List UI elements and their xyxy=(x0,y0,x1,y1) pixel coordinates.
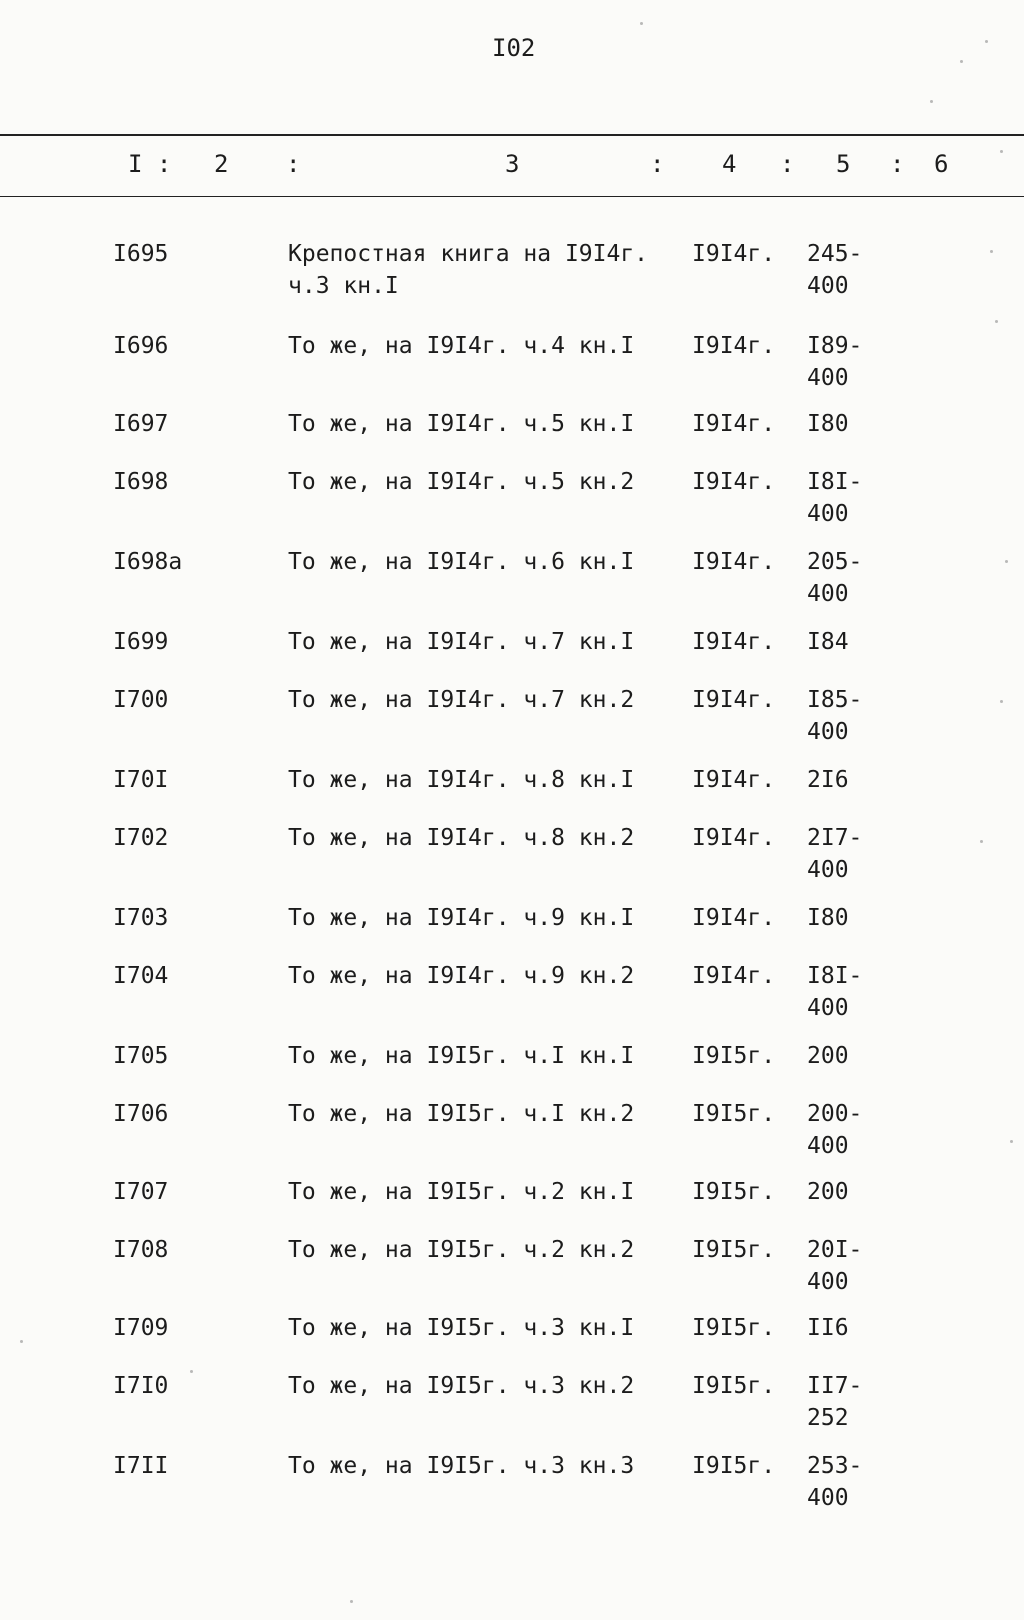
item-date: I9I4г. xyxy=(692,825,776,851)
item-number: I709 xyxy=(113,1315,169,1341)
header-col-2: 2 xyxy=(214,150,229,178)
item-title-line-1: То же, на I9I5г. ч.2 кн.I xyxy=(288,1179,635,1205)
item-title xyxy=(288,466,634,498)
item-number: I695 xyxy=(113,241,169,267)
item-sheets-line-1: I80 xyxy=(807,411,849,437)
item-date: I9I4г. xyxy=(692,411,776,437)
item-sheets-line-2: 400 xyxy=(807,273,849,299)
page-number: I02 xyxy=(492,34,536,62)
item-sheets-line-2: 400 xyxy=(807,1269,849,1295)
item-title-line-1: То же, на I9I4г. ч.8 кн.I xyxy=(288,767,635,793)
item-date: I9I4г. xyxy=(692,333,776,359)
item-sheets xyxy=(807,822,862,886)
item-title-line-1: То же, на I9I5г. ч.I кн.2 xyxy=(288,1101,635,1127)
item-title-line-1: То же, на I9I4г. ч.5 кн.2 xyxy=(288,469,635,495)
item-sheets-line-1: 200 xyxy=(807,1043,849,1069)
item-sheets xyxy=(807,626,849,658)
item-date: I9I4г. xyxy=(692,629,776,655)
scan-speck xyxy=(930,100,933,103)
item-title-line-1: То же, на I9I5г. ч.3 кн.2 xyxy=(288,1373,635,1399)
item-sheets-line-2: 252 xyxy=(807,1405,849,1431)
item-sheets xyxy=(807,330,862,394)
item-date: I9I5г. xyxy=(692,1043,776,1069)
scan-speck xyxy=(20,1340,23,1343)
item-title xyxy=(288,1098,634,1130)
item-title-line-1: То же, на I9I4г. ч.5 кн.I xyxy=(288,411,635,437)
item-title-line-1: То же, на I9I4г. ч.9 кн.I xyxy=(288,905,635,931)
item-number: I699 xyxy=(113,629,169,655)
item-date: I9I4г. xyxy=(692,241,776,267)
item-number: I7I0 xyxy=(113,1373,169,1399)
item-sheets xyxy=(807,466,862,530)
scan-speck xyxy=(995,320,998,323)
scan-speck xyxy=(1010,1140,1013,1143)
item-number: I696 xyxy=(113,333,169,359)
item-number: I706 xyxy=(113,1101,169,1127)
item-sheets-line-2: 400 xyxy=(807,1485,849,1511)
item-number: I700 xyxy=(113,687,169,713)
item-title-line-1: То же, на I9I4г. ч.6 кн.I xyxy=(288,549,635,575)
item-title-line-1: Крепостная книга на I9I4г. xyxy=(288,241,649,267)
item-title xyxy=(288,764,634,796)
item-date: I9I5г. xyxy=(692,1101,776,1127)
item-sheets-line-2: 400 xyxy=(807,719,849,745)
header-col-3: 3 xyxy=(505,150,520,178)
item-sheets-line-2: 400 xyxy=(807,857,849,883)
item-sheets-line-2: 400 xyxy=(807,501,849,527)
item-title xyxy=(288,902,634,934)
item-number: I707 xyxy=(113,1179,169,1205)
item-sheets-line-1: I89- xyxy=(807,333,863,359)
item-sheets-line-1: 205- xyxy=(807,549,863,575)
item-number: I7II xyxy=(113,1453,169,1479)
item-date: I9I4г. xyxy=(692,905,776,931)
item-sheets xyxy=(807,764,849,796)
item-date: I9I4г. xyxy=(692,767,776,793)
item-sheets-line-1: II7- xyxy=(807,1373,863,1399)
item-sheets-line-1: I85- xyxy=(807,687,863,713)
item-number: I698а xyxy=(113,549,183,575)
header-separator: : xyxy=(650,150,665,178)
item-title-line-1: То же, на I9I4г. ч.4 кн.I xyxy=(288,333,635,359)
item-number: I705 xyxy=(113,1043,169,1069)
scan-speck xyxy=(980,840,983,843)
header-separator: : xyxy=(890,150,905,178)
item-sheets xyxy=(807,1312,849,1344)
item-sheets-line-1: 245- xyxy=(807,241,863,267)
header-col-6: 6 xyxy=(934,150,949,178)
item-title-line-1: То же, на I9I5г. ч.3 кн.I xyxy=(288,1315,635,1341)
item-date: I9I4г. xyxy=(692,687,776,713)
item-date: I9I4г. xyxy=(692,469,776,495)
item-number: I703 xyxy=(113,905,169,931)
item-sheets xyxy=(807,1098,862,1162)
item-sheets xyxy=(807,238,862,302)
item-sheets-line-1: II6 xyxy=(807,1315,849,1341)
scan-speck xyxy=(1000,150,1003,153)
item-sheets-line-1: I8I- xyxy=(807,469,863,495)
item-title xyxy=(288,408,634,440)
item-sheets xyxy=(807,1450,862,1514)
item-number: I698 xyxy=(113,469,169,495)
item-sheets xyxy=(807,684,862,748)
scan-speck xyxy=(640,22,643,25)
scan-speck xyxy=(1005,560,1008,563)
scan-speck xyxy=(190,1370,193,1373)
item-date: I9I5г. xyxy=(692,1453,776,1479)
item-title xyxy=(288,1312,634,1344)
item-date: I9I5г. xyxy=(692,1373,776,1399)
item-date: I9I5г. xyxy=(692,1315,776,1341)
item-sheets-line-2: 400 xyxy=(807,1133,849,1159)
scan-speck xyxy=(1000,700,1003,703)
item-date: I9I5г. xyxy=(692,1179,776,1205)
item-sheets xyxy=(807,1370,862,1434)
item-title-line-1: То же, на I9I4г. ч.8 кн.2 xyxy=(288,825,635,851)
item-sheets xyxy=(807,1040,849,1072)
item-title xyxy=(288,238,648,302)
item-number: I704 xyxy=(113,963,169,989)
item-title xyxy=(288,546,634,578)
item-sheets xyxy=(807,902,849,934)
item-sheets-line-1: I8I- xyxy=(807,963,863,989)
header-col-1: I : xyxy=(128,150,172,178)
item-sheets-line-1: 2I6 xyxy=(807,767,849,793)
header-top-rule xyxy=(0,134,1024,136)
header-separator: : xyxy=(780,150,795,178)
item-title xyxy=(288,1176,634,1208)
item-sheets-line-1: 200 xyxy=(807,1179,849,1205)
item-title xyxy=(288,1450,634,1482)
scan-speck xyxy=(350,1600,353,1603)
item-sheets-line-1: 2I7- xyxy=(807,825,863,851)
item-title xyxy=(288,626,634,658)
scan-speck xyxy=(990,250,993,253)
item-title xyxy=(288,684,634,716)
item-title xyxy=(288,1370,634,1402)
item-title-line-1: То же, на I9I5г. ч.3 кн.3 xyxy=(288,1453,635,1479)
header-separator: : xyxy=(286,150,301,178)
item-sheets-line-1: I80 xyxy=(807,905,849,931)
item-sheets-line-1: 20I- xyxy=(807,1237,863,1263)
item-date: I9I5г. xyxy=(692,1237,776,1263)
scan-speck xyxy=(960,60,963,63)
item-number: I697 xyxy=(113,411,169,437)
item-title xyxy=(288,960,634,992)
item-number: I708 xyxy=(113,1237,169,1263)
item-title-line-1: То же, на I9I4г. ч.7 кн.2 xyxy=(288,687,635,713)
item-title-line-1: То же, на I9I5г. ч.I кн.I xyxy=(288,1043,635,1069)
item-number: I70I xyxy=(113,767,169,793)
item-title xyxy=(288,1234,634,1266)
item-sheets xyxy=(807,408,849,440)
scan-speck xyxy=(985,40,988,43)
item-sheets-line-1: 200- xyxy=(807,1101,863,1127)
item-title-line-1: То же, на I9I4г. ч.9 кн.2 xyxy=(288,963,635,989)
item-sheets-line-2: 400 xyxy=(807,581,849,607)
item-title-line-1: То же, на I9I5г. ч.2 кн.2 xyxy=(288,1237,635,1263)
item-sheets xyxy=(807,546,862,610)
item-sheets xyxy=(807,1234,862,1298)
item-sheets-line-2: 400 xyxy=(807,365,849,391)
item-date: I9I4г. xyxy=(692,963,776,989)
item-date: I9I4г. xyxy=(692,549,776,575)
header-col-4: 4 xyxy=(722,150,737,178)
item-title xyxy=(288,1040,634,1072)
item-sheets-line-1: I84 xyxy=(807,629,849,655)
item-sheets-line-2: 400 xyxy=(807,995,849,1021)
item-title-line-1: То же, на I9I4г. ч.7 кн.I xyxy=(288,629,635,655)
item-sheets-line-1: 253- xyxy=(807,1453,863,1479)
item-sheets xyxy=(807,1176,849,1208)
item-title xyxy=(288,330,634,362)
item-number: I702 xyxy=(113,825,169,851)
item-sheets xyxy=(807,960,862,1024)
header-bottom-rule xyxy=(0,196,1024,197)
header-col-5: 5 xyxy=(836,150,851,178)
item-title-line-2: ч.3 кн.I xyxy=(288,273,399,299)
item-title xyxy=(288,822,634,854)
